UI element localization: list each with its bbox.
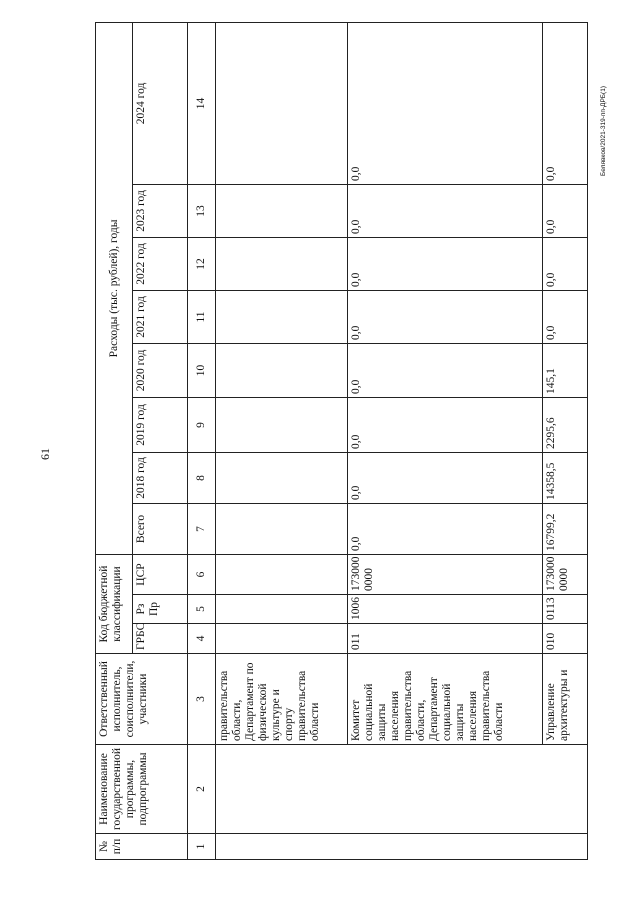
year-cell-1-2018: [216, 452, 348, 503]
executor-cell-3: Управление архитектуры и: [543, 654, 588, 745]
year-cell-1-2023: [216, 184, 348, 237]
page-number: 61: [38, 448, 52, 460]
header-executor: Ответственный исполнитель, соисполнители, участники: [96, 654, 188, 745]
document-code: Белявков/2021-319-пп-ДРБ(1): [600, 85, 607, 176]
header-total: Всего: [133, 503, 188, 554]
year-cell-1-2022: [216, 237, 348, 290]
rz-pr-cell-3: 0113: [543, 595, 588, 624]
year-cell-1-2019: [216, 397, 348, 452]
column-number-8: 8: [188, 452, 216, 503]
year-cell-2-2022: 0,0: [348, 237, 543, 290]
csr-cell-3: 173000 0000: [543, 554, 588, 594]
column-number-10: 10: [188, 343, 216, 397]
program-name-cell: [216, 745, 588, 834]
total-cell-3: 16799,2: [543, 503, 588, 554]
year-cell-3-2018: 14358,5: [543, 452, 588, 503]
grbs-cell-3: 010: [543, 624, 588, 654]
total-cell-2: 0,0: [348, 503, 543, 554]
column-number-13: 13: [188, 184, 216, 237]
year-cell-2-2021: 0,0: [348, 290, 543, 343]
header-budget-code: Код бюджетной классификации: [96, 554, 133, 653]
csr-cell-2: 173000 0000: [348, 554, 543, 594]
header-year-2018: 2018 год: [133, 452, 188, 503]
column-number-7: 7: [188, 503, 216, 554]
year-cell-2-2018: 0,0: [348, 452, 543, 503]
column-number-9: 9: [188, 397, 216, 452]
executor-cell-1: правительства области, Департамент по физической культуре и спорту правительства области: [216, 654, 348, 745]
header-year-2020: 2020 год: [133, 343, 188, 397]
year-cell-2-2023: 0,0: [348, 184, 543, 237]
rz-pr-cell-1: [216, 595, 348, 624]
year-cell-2-2020: 0,0: [348, 343, 543, 397]
year-cell-2-2019: 0,0: [348, 397, 543, 452]
column-number-14: 14: [188, 22, 216, 184]
budget-table: [95, 22, 588, 860]
row-number-cell: [216, 834, 588, 860]
header-year-2022: 2022 год: [133, 237, 188, 290]
year-cell-2-2024: 0,0: [348, 22, 543, 184]
year-cell-3-2024: 0,0: [543, 22, 588, 184]
header-year-2021: 2021 год: [133, 290, 188, 343]
year-cell-3-2022: 0,0: [543, 237, 588, 290]
header-year-2024: 2024 год: [133, 22, 188, 184]
column-number-4: 4: [188, 624, 216, 654]
year-cell-3-2019: 2295,6: [543, 397, 588, 452]
year-cell-3-2020: 145,1: [543, 343, 588, 397]
executor-cell-2: Комитет социальной защиты населения правительства области, Департамент социальной защиты населения правительства области: [348, 654, 543, 745]
column-number-5: 5: [188, 595, 216, 624]
column-number-11: 11: [188, 290, 216, 343]
column-number-1: 1: [188, 834, 216, 860]
header-rz-pr: Рз Пр: [133, 595, 188, 624]
header-grbs: ГРБС: [133, 624, 188, 654]
year-cell-1-2021: [216, 290, 348, 343]
header-program-name: Наименование государственной программы, подпрограммы: [96, 745, 188, 834]
column-number-12: 12: [188, 237, 216, 290]
column-number-2: 2: [188, 745, 216, 834]
year-cell-3-2021: 0,0: [543, 290, 588, 343]
column-number-6: 6: [188, 554, 216, 594]
header-expenses: Расходы (тыс. рублей), годы: [96, 22, 133, 554]
csr-cell-1: [216, 554, 348, 594]
grbs-cell-1: [216, 624, 348, 654]
grbs-cell-2: 011: [348, 624, 543, 654]
header-csr: ЦСР: [133, 554, 188, 594]
column-number-3: 3: [188, 654, 216, 745]
year-cell-3-2023: 0,0: [543, 184, 588, 237]
year-cell-1-2020: [216, 343, 348, 397]
year-cell-1-2024: [216, 22, 348, 184]
total-cell-1: [216, 503, 348, 554]
budget-table-container: [95, 63, 588, 860]
header-year-2019: 2019 год: [133, 397, 188, 452]
header-year-2023: 2023 год: [133, 184, 188, 237]
rz-pr-cell-2: 1006: [348, 595, 543, 624]
header-number: № п/п: [96, 834, 188, 860]
